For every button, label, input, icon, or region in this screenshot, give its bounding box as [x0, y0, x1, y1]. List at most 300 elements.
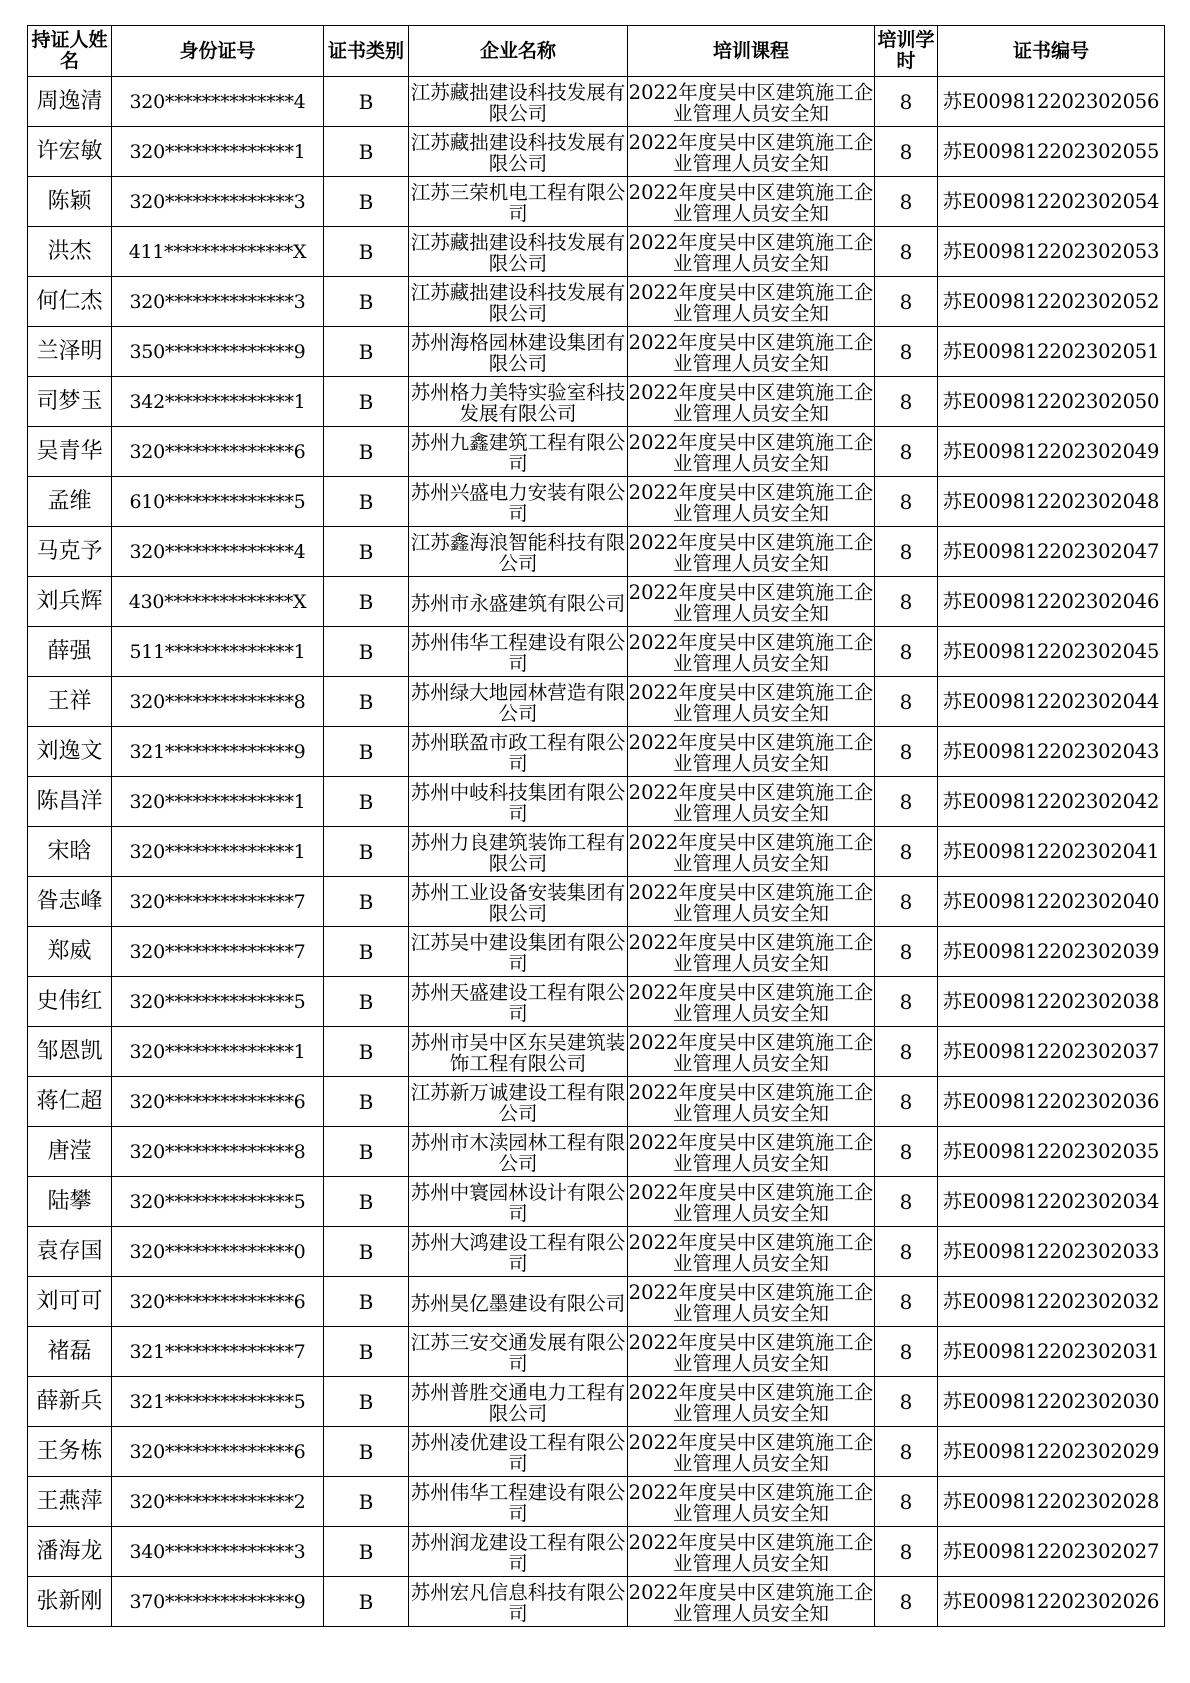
holder-name-cell: 马克予: [28, 527, 112, 577]
id-number-cell: 321**************7: [112, 1327, 324, 1377]
hours-cell: 8: [875, 627, 938, 677]
holder-name-cell: 周逸清: [28, 77, 112, 127]
course-cell-text: 2022年度吴中区建筑施工企业管理人员安全知: [628, 481, 874, 524]
hours-cell: 8: [875, 1127, 938, 1177]
id-number-cell: 370**************9: [112, 1577, 324, 1627]
course-cell: [628, 527, 875, 577]
id-number-cell: 342**************1: [112, 377, 324, 427]
company-cell-text: 苏州联盈市政工程有限公司: [410, 731, 626, 774]
company-cell: [409, 377, 628, 427]
category-cell: B: [324, 277, 409, 327]
course-cell: [628, 377, 875, 427]
table-row: [28, 1127, 1165, 1177]
id-number-cell: 320**************4: [112, 77, 324, 127]
course-cell-text: 2022年度吴中区建筑施工企业管理人员安全知: [628, 431, 874, 474]
id-number-cell: 320**************6: [112, 1077, 324, 1127]
course-cell-text: 2022年度吴中区建筑施工企业管理人员安全知: [628, 1181, 874, 1224]
hours-cell: 8: [875, 1477, 938, 1527]
company-cell-text: 苏州宏凡信息科技有限公司: [410, 1581, 626, 1624]
company-cell: [409, 627, 628, 677]
company-cell-text: 苏州昊亿墨建设有限公司: [410, 1291, 626, 1314]
hours-cell: 8: [875, 1177, 938, 1227]
hours-cell: 8: [875, 727, 938, 777]
holder-name-cell: 刘逸文: [28, 727, 112, 777]
cert-number-cell: 苏E009812202302033: [938, 1227, 1165, 1277]
holder-name-cell: 袁存国: [28, 1227, 112, 1277]
course-cell-text: 2022年度吴中区建筑施工企业管理人员安全知: [628, 781, 874, 824]
holder-name-cell: 何仁杰: [28, 277, 112, 327]
company-cell: [409, 1577, 628, 1627]
id-number-cell: 320**************7: [112, 927, 324, 977]
course-cell: [628, 877, 875, 927]
company-cell: [409, 127, 628, 177]
course-cell: [628, 1177, 875, 1227]
category-cell: B: [324, 1127, 409, 1177]
course-cell: [628, 427, 875, 477]
id-number-cell: 320**************5: [112, 1177, 324, 1227]
course-cell: [628, 977, 875, 1027]
cert-number-cell: 苏E009812202302038: [938, 977, 1165, 1027]
company-cell-text: 苏州大鸿建设工程有限公司: [410, 1231, 626, 1274]
company-cell: [409, 477, 628, 527]
course-cell: [628, 227, 875, 277]
cert-number-cell: 苏E009812202302051: [938, 327, 1165, 377]
category-cell: B: [324, 1277, 409, 1327]
id-number-cell: 320**************1: [112, 827, 324, 877]
holder-name-cell: 孟维: [28, 477, 112, 527]
hours-cell: 8: [875, 527, 938, 577]
cert-number-cell: 苏E009812202302047: [938, 527, 1165, 577]
id-number-cell: 320**************8: [112, 677, 324, 727]
hours-cell: 8: [875, 577, 938, 627]
table-row: [28, 1227, 1165, 1277]
id-number-cell: 321**************9: [112, 727, 324, 777]
holder-name-cell: 兰泽明: [28, 327, 112, 377]
hours-cell: 8: [875, 1277, 938, 1327]
cert-number-cell: 苏E009812202302056: [938, 77, 1165, 127]
hours-cell: 8: [875, 827, 938, 877]
id-number-cell: 320**************1: [112, 777, 324, 827]
header-cert-no: 证书编号: [938, 26, 1165, 77]
cert-number-cell: 苏E009812202302027: [938, 1527, 1165, 1577]
cert-number-cell: 苏E009812202302035: [938, 1127, 1165, 1177]
category-cell: B: [324, 1227, 409, 1277]
category-cell: B: [324, 727, 409, 777]
company-cell-text: 苏州普胜交通电力工程有限公司: [410, 1381, 626, 1424]
table-body: [28, 77, 1165, 1627]
table-row: [28, 977, 1165, 1027]
cert-number-cell: 苏E009812202302048: [938, 477, 1165, 527]
company-cell: [409, 577, 628, 627]
course-cell: [628, 1527, 875, 1577]
category-cell: B: [324, 377, 409, 427]
hours-cell: 8: [875, 1077, 938, 1127]
cert-number-cell: 苏E009812202302040: [938, 877, 1165, 927]
id-number-cell: 320**************5: [112, 977, 324, 1027]
hours-cell: 8: [875, 677, 938, 727]
header-row: [28, 26, 1165, 77]
hours-cell: 8: [875, 477, 938, 527]
course-cell: [628, 477, 875, 527]
cert-number-cell: 苏E009812202302031: [938, 1327, 1165, 1377]
company-cell: [409, 1527, 628, 1577]
company-cell-text: 苏州格力美特实验室科技发展有限公司: [410, 381, 626, 424]
course-cell: [628, 1477, 875, 1527]
company-cell-text: 苏州绿大地园林营造有限公司: [410, 681, 626, 724]
company-cell-text: 苏州工业设备安装集团有限公司: [410, 881, 626, 924]
course-cell: [628, 177, 875, 227]
course-cell: [628, 1027, 875, 1077]
company-cell-text: 江苏吴中建设集团有限公司: [410, 931, 626, 974]
table-row: [28, 1077, 1165, 1127]
category-cell: B: [324, 1427, 409, 1477]
table-row: [28, 77, 1165, 127]
course-cell-text: 2022年度吴中区建筑施工企业管理人员安全知: [628, 181, 874, 224]
company-cell-text: 苏州市永盛建筑有限公司: [410, 591, 626, 614]
company-cell-text: 江苏藏拙建设科技发展有限公司: [410, 81, 626, 124]
company-cell-text: 江苏新万诚建设工程有限公司: [410, 1081, 626, 1124]
cert-number-cell: 苏E009812202302042: [938, 777, 1165, 827]
category-cell: B: [324, 977, 409, 1027]
hours-cell: 8: [875, 427, 938, 477]
company-cell: [409, 1377, 628, 1427]
course-cell: [628, 827, 875, 877]
header-hours: 培训学时: [875, 26, 938, 77]
table-row: [28, 577, 1165, 627]
category-cell: B: [324, 927, 409, 977]
company-cell: [409, 1027, 628, 1077]
hours-cell: 8: [875, 1577, 938, 1627]
course-cell: [628, 1077, 875, 1127]
table-row: [28, 777, 1165, 827]
id-number-cell: 320**************1: [112, 1027, 324, 1077]
course-cell: [628, 1377, 875, 1427]
category-cell: B: [324, 127, 409, 177]
course-cell: [628, 77, 875, 127]
course-cell: [628, 1577, 875, 1627]
course-cell-text: 2022年度吴中区建筑施工企业管理人员安全知: [628, 1081, 874, 1124]
cert-number-cell: 苏E009812202302050: [938, 377, 1165, 427]
table-row: [28, 477, 1165, 527]
company-cell: [409, 1277, 628, 1327]
category-cell: B: [324, 477, 409, 527]
id-number-cell: 320**************4: [112, 527, 324, 577]
category-cell: B: [324, 327, 409, 377]
company-cell-text: 江苏藏拙建设科技发展有限公司: [410, 281, 626, 324]
header-company: 企业名称: [409, 26, 628, 77]
cert-number-cell: 苏E009812202302034: [938, 1177, 1165, 1227]
company-cell: [409, 1227, 628, 1277]
company-cell-text: 苏州天盛建设工程有限公司: [410, 981, 626, 1024]
id-number-cell: 320**************2: [112, 1477, 324, 1527]
id-number-cell: 320**************7: [112, 877, 324, 927]
table-row: [28, 377, 1165, 427]
table-row: [28, 1327, 1165, 1377]
holder-name-cell: 史伟红: [28, 977, 112, 1027]
id-number-cell: 511**************1: [112, 627, 324, 677]
table-row: [28, 227, 1165, 277]
course-cell-text: 2022年度吴中区建筑施工企业管理人员安全知: [628, 731, 874, 774]
id-number-cell: 320**************1: [112, 127, 324, 177]
hours-cell: 8: [875, 1327, 938, 1377]
header-id-number: 身份证号: [112, 26, 324, 77]
course-cell-text: 2022年度吴中区建筑施工企业管理人员安全知: [628, 581, 874, 624]
cert-number-cell: 苏E009812202302043: [938, 727, 1165, 777]
cert-number-cell: 苏E009812202302037: [938, 1027, 1165, 1077]
company-cell: [409, 227, 628, 277]
course-cell: [628, 1227, 875, 1277]
table-header: [28, 26, 1165, 77]
table-row: [28, 177, 1165, 227]
company-cell-text: 江苏三安交通发展有限公司: [410, 1331, 626, 1374]
cert-number-cell: 苏E009812202302054: [938, 177, 1165, 227]
company-cell: [409, 977, 628, 1027]
company-cell-text: 苏州兴盛电力安装有限公司: [410, 481, 626, 524]
header-course: 培训课程: [628, 26, 875, 77]
course-cell-text: 2022年度吴中区建筑施工企业管理人员安全知: [628, 1281, 874, 1324]
holder-name-cell: 刘兵辉: [28, 577, 112, 627]
company-cell: [409, 1327, 628, 1377]
hours-cell: 8: [875, 377, 938, 427]
company-cell-text: 苏州润龙建设工程有限公司: [410, 1531, 626, 1574]
table-row: [28, 1527, 1165, 1577]
company-cell: [409, 927, 628, 977]
company-cell: [409, 827, 628, 877]
id-number-cell: 411**************X: [112, 227, 324, 277]
company-cell: [409, 1127, 628, 1177]
course-cell-text: 2022年度吴中区建筑施工企业管理人员安全知: [628, 131, 874, 174]
hours-cell: 8: [875, 877, 938, 927]
holder-name-cell: 薛新兵: [28, 1377, 112, 1427]
category-cell: B: [324, 1177, 409, 1227]
holder-name-cell: 薛强: [28, 627, 112, 677]
company-cell-text: 江苏藏拙建设科技发展有限公司: [410, 131, 626, 174]
course-cell: [628, 1327, 875, 1377]
header-category: 证书类别: [324, 26, 409, 77]
table-row: [28, 1427, 1165, 1477]
course-cell: [628, 927, 875, 977]
category-cell: B: [324, 1477, 409, 1527]
holder-name-cell: 洪杰: [28, 227, 112, 277]
holder-name-cell: 吴青华: [28, 427, 112, 477]
cert-number-cell: 苏E009812202302055: [938, 127, 1165, 177]
id-number-cell: 320**************3: [112, 177, 324, 227]
company-cell: [409, 1427, 628, 1477]
course-cell-text: 2022年度吴中区建筑施工企业管理人员安全知: [628, 81, 874, 124]
company-cell-text: 苏州海格园林建设集团有限公司: [410, 331, 626, 374]
hours-cell: 8: [875, 977, 938, 1027]
id-number-cell: 320**************0: [112, 1227, 324, 1277]
cert-number-cell: 苏E009812202302036: [938, 1077, 1165, 1127]
course-cell-text: 2022年度吴中区建筑施工企业管理人员安全知: [628, 381, 874, 424]
hours-cell: 8: [875, 177, 938, 227]
category-cell: B: [324, 877, 409, 927]
course-cell-text: 2022年度吴中区建筑施工企业管理人员安全知: [628, 1331, 874, 1374]
course-cell: [628, 327, 875, 377]
company-cell: [409, 527, 628, 577]
holder-name-cell: 刘可可: [28, 1277, 112, 1327]
category-cell: B: [324, 627, 409, 677]
table-row: [28, 677, 1165, 727]
cert-number-cell: 苏E009812202302046: [938, 577, 1165, 627]
course-cell: [628, 1277, 875, 1327]
table-row: [28, 277, 1165, 327]
id-number-cell: 610**************5: [112, 477, 324, 527]
category-cell: B: [324, 1377, 409, 1427]
company-cell: [409, 1477, 628, 1527]
cert-number-cell: 苏E009812202302049: [938, 427, 1165, 477]
company-cell-text: 苏州伟华工程建设有限公司: [410, 631, 626, 674]
holder-name-cell: 王务栋: [28, 1427, 112, 1477]
table-row: [28, 1277, 1165, 1327]
table-row: [28, 827, 1165, 877]
table-row: [28, 1577, 1165, 1627]
course-cell: [628, 577, 875, 627]
cert-number-cell: 苏E009812202302028: [938, 1477, 1165, 1527]
course-cell: [628, 127, 875, 177]
id-number-cell: 350**************9: [112, 327, 324, 377]
hours-cell: 8: [875, 327, 938, 377]
id-number-cell: 430**************X: [112, 577, 324, 627]
cert-number-cell: 苏E009812202302029: [938, 1427, 1165, 1477]
category-cell: B: [324, 1527, 409, 1577]
table-row: [28, 627, 1165, 677]
cert-number-cell: 苏E009812202302032: [938, 1277, 1165, 1327]
table-row: [28, 527, 1165, 577]
table-row: [28, 427, 1165, 477]
table-row: [28, 327, 1165, 377]
table-row: [28, 727, 1165, 777]
company-cell-text: 苏州凌优建设工程有限公司: [410, 1431, 626, 1474]
category-cell: B: [324, 1577, 409, 1627]
hours-cell: 8: [875, 927, 938, 977]
id-number-cell: 340**************3: [112, 1527, 324, 1577]
course-cell-text: 2022年度吴中区建筑施工企业管理人员安全知: [628, 981, 874, 1024]
cert-number-cell: 苏E009812202302039: [938, 927, 1165, 977]
hours-cell: 8: [875, 277, 938, 327]
company-cell: [409, 427, 628, 477]
hours-cell: 8: [875, 77, 938, 127]
course-cell-text: 2022年度吴中区建筑施工企业管理人员安全知: [628, 931, 874, 974]
holder-name-cell: 许宏敏: [28, 127, 112, 177]
company-cell-text: 苏州中岐科技集团有限公司: [410, 781, 626, 824]
company-cell: [409, 1177, 628, 1227]
holder-name-cell: 蒋仁超: [28, 1077, 112, 1127]
cert-number-cell: 苏E009812202302045: [938, 627, 1165, 677]
hours-cell: 8: [875, 227, 938, 277]
id-number-cell: 321**************5: [112, 1377, 324, 1427]
course-cell-text: 2022年度吴中区建筑施工企业管理人员安全知: [628, 331, 874, 374]
id-number-cell: 320**************3: [112, 277, 324, 327]
course-cell: [628, 777, 875, 827]
company-cell-text: 苏州市木渎园林工程有限公司: [410, 1131, 626, 1174]
id-number-cell: 320**************6: [112, 427, 324, 477]
course-cell: [628, 627, 875, 677]
company-cell-text: 江苏三荣机电工程有限公司: [410, 181, 626, 224]
course-cell: [628, 277, 875, 327]
category-cell: B: [324, 427, 409, 477]
company-cell: [409, 877, 628, 927]
id-number-cell: 320**************6: [112, 1427, 324, 1477]
category-cell: B: [324, 1077, 409, 1127]
cert-number-cell: 苏E009812202302026: [938, 1577, 1165, 1627]
holder-name-cell: 昝志峰: [28, 877, 112, 927]
holder-name-cell: 陈昌洋: [28, 777, 112, 827]
holder-name-cell: 陈颖: [28, 177, 112, 227]
company-cell: [409, 727, 628, 777]
certificate-table: [27, 25, 1165, 1627]
course-cell-text: 2022年度吴中区建筑施工企业管理人员安全知: [628, 1131, 874, 1174]
category-cell: B: [324, 677, 409, 727]
hours-cell: 8: [875, 127, 938, 177]
holder-name-cell: 郑威: [28, 927, 112, 977]
course-cell: [628, 677, 875, 727]
holder-name-cell: 潘海龙: [28, 1527, 112, 1577]
company-cell-text: 江苏鑫海浪智能科技有限公司: [410, 531, 626, 574]
holder-name-cell: 唐滢: [28, 1127, 112, 1177]
table-row: [28, 127, 1165, 177]
company-cell: [409, 277, 628, 327]
company-cell: [409, 177, 628, 227]
table-row: [28, 1477, 1165, 1527]
course-cell-text: 2022年度吴中区建筑施工企业管理人员安全知: [628, 1431, 874, 1474]
company-cell: [409, 777, 628, 827]
holder-name-cell: 司梦玉: [28, 377, 112, 427]
holder-name-cell: 王祥: [28, 677, 112, 727]
company-cell: [409, 1077, 628, 1127]
course-cell-text: 2022年度吴中区建筑施工企业管理人员安全知: [628, 1381, 874, 1424]
table-row: [28, 1027, 1165, 1077]
company-cell-text: 苏州中寰园林设计有限公司: [410, 1181, 626, 1224]
hours-cell: 8: [875, 1227, 938, 1277]
table-row: [28, 1177, 1165, 1227]
course-cell: [628, 1127, 875, 1177]
holder-name-cell: 王燕萍: [28, 1477, 112, 1527]
category-cell: B: [324, 527, 409, 577]
holder-name-cell: 邹恩凯: [28, 1027, 112, 1077]
course-cell-text: 2022年度吴中区建筑施工企业管理人员安全知: [628, 1581, 874, 1624]
company-cell-text: 苏州九鑫建筑工程有限公司: [410, 431, 626, 474]
header-name: 持证人姓名: [28, 26, 112, 77]
course-cell-text: 2022年度吴中区建筑施工企业管理人员安全知: [628, 1031, 874, 1074]
category-cell: B: [324, 777, 409, 827]
category-cell: B: [324, 827, 409, 877]
course-cell: [628, 727, 875, 777]
cert-number-cell: 苏E009812202302041: [938, 827, 1165, 877]
course-cell-text: 2022年度吴中区建筑施工企业管理人员安全知: [628, 681, 874, 724]
course-cell: [628, 1427, 875, 1477]
course-cell-text: 2022年度吴中区建筑施工企业管理人员安全知: [628, 631, 874, 674]
category-cell: B: [324, 177, 409, 227]
category-cell: B: [324, 577, 409, 627]
company-cell: [409, 327, 628, 377]
table-row: [28, 1377, 1165, 1427]
company-cell-text: 苏州伟华工程建设有限公司: [410, 1481, 626, 1524]
cert-number-cell: 苏E009812202302052: [938, 277, 1165, 327]
cert-number-cell: 苏E009812202302044: [938, 677, 1165, 727]
category-cell: B: [324, 1027, 409, 1077]
hours-cell: 8: [875, 1377, 938, 1427]
hours-cell: 8: [875, 1427, 938, 1477]
hours-cell: 8: [875, 1527, 938, 1577]
holder-name-cell: 陆攀: [28, 1177, 112, 1227]
table-row: [28, 877, 1165, 927]
course-cell-text: 2022年度吴中区建筑施工企业管理人员安全知: [628, 1231, 874, 1274]
company-cell-text: 苏州力良建筑装饰工程有限公司: [410, 831, 626, 874]
course-cell-text: 2022年度吴中区建筑施工企业管理人员安全知: [628, 281, 874, 324]
course-cell-text: 2022年度吴中区建筑施工企业管理人员安全知: [628, 881, 874, 924]
hours-cell: 8: [875, 1027, 938, 1077]
